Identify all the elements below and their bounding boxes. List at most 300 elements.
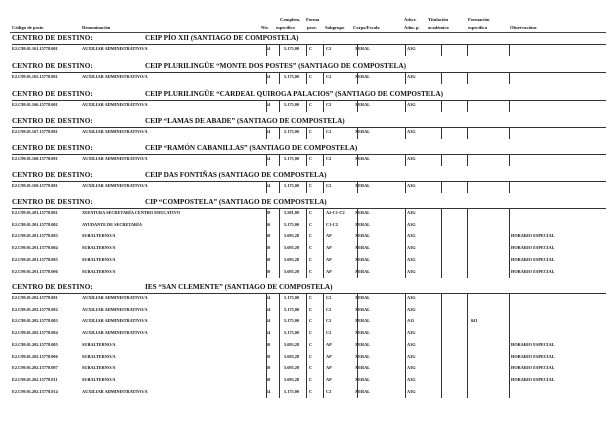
centro-label: CENTRO DE DESTINO:	[12, 117, 93, 125]
column-rule	[323, 45, 324, 56]
column-rule	[357, 101, 358, 112]
cell-complemento: 5.693,28	[284, 376, 300, 382]
cell-corpo: XERAL	[355, 256, 371, 262]
cell-adscricion: A3G	[407, 210, 416, 215]
cell-posto-code: E2.C99.01.202.15778.003	[12, 318, 58, 324]
column-rule	[279, 45, 280, 56]
cell-corpo: XERAL	[355, 183, 371, 188]
cell-adscricion: A3G	[407, 256, 416, 262]
column-rule	[266, 45, 267, 56]
cell-complemento: 5.175,00	[284, 295, 300, 300]
column-rule	[323, 209, 324, 278]
cell-nivel: 14	[266, 156, 271, 161]
cell-forma-prov: C	[309, 183, 313, 188]
cell-nivel: 14	[266, 129, 271, 134]
cell-forma-prov: C	[309, 318, 313, 324]
cell-complemento: 5.693,28	[284, 341, 300, 347]
cell-forma-prov: C	[309, 210, 313, 215]
cell-posto-code: E2.C99.01.168.15778.001	[12, 156, 58, 161]
column-rule	[306, 128, 307, 139]
column-rule	[441, 45, 442, 56]
table-row	[12, 293, 608, 304]
cell-corpo: XERAL	[355, 388, 371, 394]
cell-adscricion: A3G	[407, 245, 416, 251]
column-rule	[357, 209, 358, 278]
cell-posto-code: E2.C99.01.201.15778.004	[12, 245, 58, 251]
cell-posto-code: E2.C99.01.202.15778.005	[12, 341, 58, 347]
cell-forma-prov: C	[309, 295, 313, 300]
column-rule	[405, 294, 406, 398]
cell-observacions: HORARIO ESPECIAL	[511, 353, 555, 359]
cell-forma-prov: C	[309, 256, 313, 262]
cell-nivel: 10	[266, 268, 271, 274]
centro-label: CENTRO DE DESTINO:	[12, 62, 93, 70]
cell-adscricion: A3G	[407, 365, 416, 371]
cell-subgrupo: C2	[326, 295, 332, 300]
cell-forma-prov: C	[309, 388, 313, 394]
cell-observacions: HORARIO ESPECIAL	[511, 233, 555, 239]
column-rule	[405, 73, 406, 84]
cell-corpo: XERAL	[355, 295, 371, 300]
cell-posto-code: E2.C99.01.202.15778.011	[12, 376, 58, 382]
cell-adscricion: A3G	[407, 341, 416, 347]
cell-observacions: HORARIO ESPECIAL	[511, 376, 555, 382]
cell-posto-code: E2.C99.01.202.15778.002	[12, 306, 58, 312]
cell-posto-code: E2.C99.01.201.15778.005	[12, 256, 58, 262]
header-formacion-1: Formación	[468, 17, 490, 22]
cell-posto-code: E2.C99.01.165.15778.001	[12, 74, 58, 79]
cell-nivel: 14	[266, 388, 271, 394]
table-row	[12, 231, 608, 242]
cell-posto-code: E2.C99.01.201.15778.003	[12, 233, 58, 239]
cell-adscricion: A3G	[407, 129, 416, 134]
column-rule	[405, 101, 406, 112]
cell-subgrupo: C2	[326, 102, 332, 107]
cell-forma-prov: C	[309, 353, 313, 359]
column-rule	[266, 101, 267, 112]
cell-adscricion: A11	[407, 318, 415, 324]
cell-nivel: 14	[266, 183, 271, 188]
header-titulacion-2: académica	[428, 25, 449, 30]
column-rule	[467, 155, 468, 166]
cell-complemento: 5.175,00	[284, 156, 300, 161]
column-rule	[323, 101, 324, 112]
cell-subgrupo: AP	[326, 233, 332, 239]
cell-denominacion: SUBALTERNO/A	[82, 233, 116, 239]
cell-posto-code: E2.C99.01.166.15778.001	[12, 102, 58, 107]
cell-denominacion: AUXILIAR ADMINISTRATIVO/A	[82, 46, 148, 51]
column-rule	[323, 182, 324, 193]
cell-subgrupo: C1-C2	[326, 221, 338, 227]
cell-observacions: HORARIO ESPECIAL	[511, 245, 555, 251]
column-rule	[266, 128, 267, 139]
column-rule	[266, 73, 267, 84]
column-rule	[323, 294, 324, 398]
cell-adscricion: A3G	[407, 306, 416, 312]
column-rule	[405, 128, 406, 139]
cell-denominacion: SUBALTERNO/A	[82, 256, 116, 262]
header-compl-2: específico	[276, 25, 295, 30]
table-row	[12, 44, 608, 55]
cell-complemento: 5.693,28	[284, 353, 300, 359]
cell-subgrupo: C2	[326, 183, 332, 188]
cell-corpo: XERAL	[355, 330, 371, 336]
header-forma-2: prov.	[307, 25, 317, 30]
cell-corpo: XERAL	[355, 156, 371, 161]
header-observacions: Observacións	[510, 25, 537, 30]
cell-denominacion: AUXILIAR ADMINISTRATIVO/A	[82, 306, 148, 312]
centro-name: CEIP “LAMAS DE ABADE” (SANTIAGO DE COMPOSTELA)	[145, 117, 345, 125]
cell-subgrupo: C2	[326, 330, 332, 336]
centro-name: CEIP “RAMÓN CABANILLAS” (SANTIAGO DE COMPOSTELA)	[145, 144, 358, 152]
cell-nivel: 14	[266, 74, 271, 79]
cell-denominacion: AUXILIAR ADMINISTRATIVO/A	[82, 388, 148, 394]
cell-corpo: XERAL	[355, 102, 371, 107]
cell-denominacion: AYUDANTE DE SECRETARÍA	[82, 221, 142, 227]
cell-posto-code: E2.C99.01.201.15778.001	[12, 210, 58, 215]
cell-forma-prov: C	[309, 221, 313, 227]
column-rule	[306, 155, 307, 166]
header-titulacion-1: Titulación	[428, 17, 449, 22]
table-row	[12, 208, 608, 219]
cell-subgrupo: AP	[326, 365, 332, 371]
column-rule	[405, 209, 406, 278]
column-rule	[323, 73, 324, 84]
header-codigo: Código de posto	[12, 25, 44, 30]
column-rule	[357, 182, 358, 193]
cell-nivel: 14	[266, 46, 271, 51]
cell-forma-prov: C	[309, 156, 313, 161]
column-rule	[441, 155, 442, 166]
column-rule	[266, 209, 267, 278]
column-rule	[323, 128, 324, 139]
centro-label: CENTRO DE DESTINO:	[12, 283, 93, 291]
cell-complemento: 5.175,00	[284, 306, 300, 312]
centro-name: CEIP PÍO XII (SANTIAGO DE COMPOSTELA)	[145, 34, 299, 42]
cell-subgrupo: C2	[326, 306, 332, 312]
cell-nivel: 14	[266, 306, 271, 312]
cell-adscricion: A3G	[407, 330, 416, 336]
column-rule	[467, 294, 468, 398]
cell-subgrupo: AP	[326, 245, 332, 251]
table-row	[12, 387, 608, 398]
cell-adscricion: A3G	[407, 268, 416, 274]
centro-name: CEIP PLURILINGÜE “CARDEAL QUIROGA PALACIOS” (SANTIAGO DE COMPOSTELA)	[145, 90, 443, 98]
cell-formacion: 041	[471, 318, 478, 324]
cell-adscricion: A3G	[407, 156, 416, 161]
cell-corpo: XERAL	[355, 245, 371, 251]
centro-label: CENTRO DE DESTINO:	[12, 198, 93, 206]
table-row	[12, 100, 608, 111]
table-row	[12, 352, 608, 363]
cell-corpo: XERAL	[355, 129, 371, 134]
cell-complemento: 5.175,00	[284, 102, 300, 107]
column-rule	[509, 73, 510, 84]
cell-denominacion: AUXILIAR ADMINISTRATIVO/A	[82, 102, 148, 107]
header-adscr-1: Adscr.	[404, 17, 417, 22]
cell-subgrupo: C2	[326, 46, 332, 51]
cell-denominacion: SUBALTERNO/A	[82, 245, 116, 251]
header-formacion-2: específica	[468, 25, 487, 30]
cell-subgrupo: C2	[326, 156, 332, 161]
cell-corpo: XERAL	[355, 221, 371, 227]
cell-forma-prov: C	[309, 306, 313, 312]
cell-subgrupo: AP	[326, 341, 332, 347]
cell-denominacion: AUXILIAR ADMINISTRATIVO/A	[82, 318, 148, 324]
cell-nivel: 10	[266, 376, 271, 382]
cell-adscricion: A3G	[407, 376, 416, 382]
table-row	[12, 243, 608, 254]
cell-subgrupo: AP	[326, 268, 332, 274]
cell-posto-code: E2.C99.01.202.15778.001	[12, 295, 58, 300]
cell-forma-prov: C	[309, 233, 313, 239]
cell-adscricion: A3G	[407, 74, 416, 79]
cell-observacions: HORARIO ESPECIAL	[511, 365, 555, 371]
column-rule	[467, 128, 468, 139]
column-rule	[357, 155, 358, 166]
column-rule	[357, 294, 358, 398]
column-rule	[306, 294, 307, 398]
column-rule	[279, 101, 280, 112]
cell-adscricion: A3G	[407, 388, 416, 394]
cell-posto-code: E2.C99.01.167.15778.001	[12, 129, 58, 134]
cell-forma-prov: C	[309, 268, 313, 274]
cell-subgrupo: AP	[326, 256, 332, 262]
column-rule	[323, 155, 324, 166]
cell-adscricion: A3G	[407, 221, 416, 227]
cell-forma-prov: C	[309, 245, 313, 251]
column-rule	[266, 182, 267, 193]
column-rule	[279, 128, 280, 139]
cell-nivel: 10	[266, 245, 271, 251]
cell-complemento: 5.175,00	[284, 221, 300, 227]
cell-adscricion: A3G	[407, 295, 416, 300]
table-row	[12, 255, 608, 266]
cell-complemento: 5.581,80	[284, 210, 300, 215]
table-row	[12, 305, 608, 316]
cell-denominacion: SUBALTERNO/A	[82, 365, 116, 371]
cell-corpo: XERAL	[355, 210, 371, 215]
cell-forma-prov: C	[309, 341, 313, 347]
cell-adscricion: A3G	[407, 353, 416, 359]
cell-complemento: 5.175,00	[284, 74, 300, 79]
table-row	[12, 127, 608, 138]
cell-subgrupo: C2	[326, 74, 332, 79]
cell-posto-code: E2.C99.01.169.15778.001	[12, 183, 58, 188]
cell-posto-code: E2.C99.01.202.15778.004	[12, 330, 58, 336]
cell-subgrupo: AP	[326, 353, 332, 359]
column-rule	[467, 45, 468, 56]
cell-denominacion: SUBALTERNO/A	[82, 268, 116, 274]
cell-adscricion: A3G	[407, 183, 416, 188]
cell-denominacion: AUXILIAR ADMINISTRATIVO/A	[82, 156, 148, 161]
cell-adscricion: A3G	[407, 102, 416, 107]
cell-complemento: 5.693,28	[284, 256, 300, 262]
table-row	[12, 267, 608, 278]
cell-corpo: XERAL	[355, 306, 371, 312]
table-row	[12, 316, 608, 327]
cell-corpo: XERAL	[355, 74, 371, 79]
cell-forma-prov: C	[309, 74, 313, 79]
column-rule	[441, 182, 442, 193]
column-rule	[467, 182, 468, 193]
column-rule	[306, 73, 307, 84]
cell-adscricion: A3G	[407, 46, 416, 51]
column-rule	[405, 155, 406, 166]
cell-corpo: XERAL	[355, 233, 371, 239]
cell-nivel: 10	[266, 353, 271, 359]
cell-subgrupo: C2	[326, 129, 332, 134]
column-rule	[279, 209, 280, 278]
column-rule	[467, 73, 468, 84]
cell-denominacion: SUBALTERNO/A	[82, 376, 116, 382]
header-denominacion: Denominación	[82, 25, 111, 30]
cell-posto-code: E2.C99.01.161.15778.001	[12, 46, 58, 51]
header-divider	[10, 32, 606, 33]
cell-corpo: XERAL	[355, 376, 371, 382]
column-rule	[357, 128, 358, 139]
centro-name: CEIP PLURILINGÜE “MONTE DOS POSTES” (SANTIAGO DE COMPOSTELA)	[145, 62, 406, 70]
column-rule	[357, 73, 358, 84]
column-rule	[509, 209, 510, 278]
cell-forma-prov: C	[309, 102, 313, 107]
column-rule	[266, 155, 267, 166]
cell-corpo: XERAL	[355, 353, 371, 359]
cell-complemento: 5.175,00	[284, 129, 300, 134]
header-compl-1: Complem.	[280, 17, 301, 22]
cell-subgrupo: AP	[326, 376, 332, 382]
cell-corpo: XERAL	[355, 341, 371, 347]
table-row	[12, 72, 608, 83]
centro-label: CENTRO DE DESTINO:	[12, 90, 93, 98]
cell-observacions: HORARIO ESPECIAL	[511, 256, 555, 262]
cell-nivel: 14	[266, 330, 271, 336]
cell-corpo: XERAL	[355, 268, 371, 274]
cell-complemento: 5.175,00	[284, 318, 300, 324]
cell-nivel: 10	[266, 256, 271, 262]
column-rule	[509, 128, 510, 139]
cell-posto-code: E2.C99.01.201.15778.002	[12, 221, 58, 227]
cell-subgrupo: C2	[326, 388, 332, 394]
centro-label: CENTRO DE DESTINO:	[12, 171, 93, 179]
cell-nivel: 16	[266, 221, 271, 227]
cell-nivel: 14	[266, 295, 271, 300]
column-rule	[509, 182, 510, 193]
cell-forma-prov: C	[309, 330, 313, 336]
column-rule	[509, 294, 510, 398]
cell-complemento: 5.175,00	[284, 183, 300, 188]
cell-complemento: 5.175,00	[284, 388, 300, 394]
column-rule	[405, 182, 406, 193]
header-corpo: Corpo/Escala	[353, 25, 380, 30]
column-rule	[509, 45, 510, 56]
centro-name: IES “SAN CLEMENTE” (SANTIAGO DE COMPOSTELA)	[145, 283, 333, 291]
cell-subgrupo: C2	[326, 318, 332, 324]
column-rule	[306, 209, 307, 278]
column-rule	[306, 182, 307, 193]
cell-corpo: XERAL	[355, 46, 371, 51]
table-row	[12, 220, 608, 231]
column-rule	[279, 73, 280, 84]
cell-observacions: HORARIO ESPECIAL	[511, 341, 555, 347]
table-row	[12, 328, 608, 339]
cell-forma-prov: C	[309, 376, 313, 382]
column-rule	[279, 182, 280, 193]
cell-nivel: 14	[266, 318, 271, 324]
cell-subgrupo: A2-C1-C2	[326, 210, 345, 215]
centro-label: CENTRO DE DESTINO:	[12, 34, 93, 42]
cell-denominacion: SUBALTERNO/A	[82, 341, 116, 347]
cell-observacions: HORARIO ESPECIAL	[511, 268, 555, 274]
header-forma-1: Forma	[306, 17, 320, 22]
cell-nivel: 14	[266, 102, 271, 107]
cell-posto-code: E2.C99.01.202.15778.007	[12, 365, 58, 371]
cell-nivel: 10	[266, 233, 271, 239]
cell-denominacion: AUXILIAR ADMINISTRATIVO/A	[82, 330, 148, 336]
cell-denominacion: AUXILIAR ADMINISTRATIVO/A	[82, 183, 148, 188]
cell-complemento: 5.693,28	[284, 365, 300, 371]
cell-nivel: 18	[266, 210, 271, 215]
cell-adscricion: A3G	[407, 233, 416, 239]
column-rule	[405, 45, 406, 56]
cell-denominacion: SUBALTERNO/A	[82, 353, 116, 359]
column-rule	[266, 294, 267, 398]
header-subgrupo: Subgrupo	[325, 25, 345, 30]
column-rule	[306, 45, 307, 56]
column-rule	[279, 294, 280, 398]
cell-forma-prov: C	[309, 46, 313, 51]
cell-complemento: 5.175,00	[284, 46, 300, 51]
cell-corpo: XERAL	[355, 365, 371, 371]
column-rule	[509, 155, 510, 166]
centro-name: CIP “COMPOSTELA” (SANTIAGO DE COMPOSTELA)	[145, 198, 327, 206]
column-rule	[441, 101, 442, 112]
cell-posto-code: E2.C99.01.202.15778.014	[12, 388, 58, 394]
cell-denominacion: AUXILIAR ADMINISTRATIVO/A	[82, 295, 148, 300]
cell-denominacion: AUXILIAR ADMINISTRATIVO/A	[82, 74, 148, 79]
column-rule	[441, 209, 442, 278]
table-row	[12, 154, 608, 165]
cell-posto-code: E2.C99.01.201.15778.006	[12, 268, 58, 274]
column-rule	[441, 128, 442, 139]
column-rule	[467, 209, 468, 278]
column-rule	[306, 101, 307, 112]
cell-denominacion: XEFATURA SECRETARÍA CENTRO EDUCATIVO	[82, 210, 181, 215]
cell-forma-prov: C	[309, 365, 313, 371]
cell-complemento: 5.693,28	[284, 233, 300, 239]
cell-posto-code: E2.C99.01.202.15778.006	[12, 353, 58, 359]
cell-corpo: XERAL	[355, 318, 371, 324]
table-row	[12, 375, 608, 386]
table-row	[12, 340, 608, 351]
column-rule	[509, 101, 510, 112]
column-rule	[357, 45, 358, 56]
cell-denominacion: AUXILIAR ADMINISTRATIVO/A	[82, 129, 148, 134]
cell-forma-prov: C	[309, 129, 313, 134]
centro-name: CEIP DAS FONTIÑAS (SANTIAGO DE COMPOSTELA)	[145, 171, 327, 179]
header-adscr-2: Adm. p.	[404, 25, 420, 30]
column-rule	[279, 155, 280, 166]
centro-label: CENTRO DE DESTINO:	[12, 144, 93, 152]
cell-complemento: 5.175,00	[284, 330, 300, 336]
table-row	[12, 363, 608, 374]
cell-nivel: 10	[266, 341, 271, 347]
cell-complemento: 5.693,28	[284, 268, 300, 274]
header-niv: Niv.	[261, 25, 269, 30]
column-rule	[441, 294, 442, 398]
cell-nivel: 10	[266, 365, 271, 371]
cell-complemento: 5.693,28	[284, 245, 300, 251]
